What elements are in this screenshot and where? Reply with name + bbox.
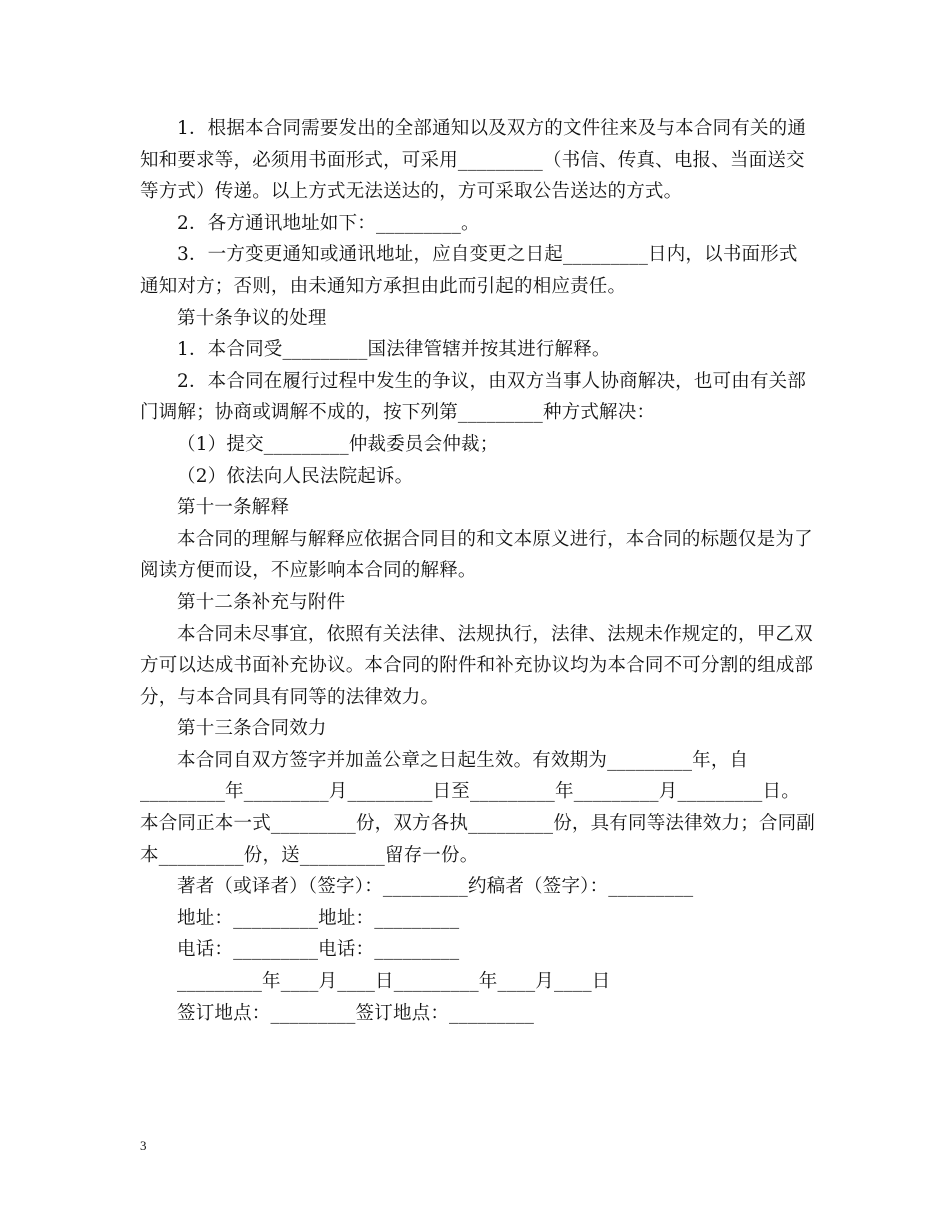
- dispute-option-2: （2）依法向人民法院起诉。: [177, 465, 414, 487]
- notice-clause-3: 3．一方变更通知或通讯地址，应自变更之日起_________日内，以书面形式通知对方；否则，由未通知方承担由此而引起的相应责任。: [140, 244, 798, 297]
- validity-clause: 本合同自双方签字并加盖公章之日起生效。有效期为_________年，自_________年_________月_________日至_________年_________月_________日。本合同正本一式_________份，双方各执_________份，具有同等法律效力；合同副本_________份，送_________留存一份。: [140, 749, 816, 866]
- address-line: 地址：_________地址：_________: [177, 907, 460, 929]
- notice-clause-1: 1．根据本合同需要发出的全部通知以及双方的文件往来及与本合同有关的通知和要求等，必须用书面形式，可采用_________（书信、传真、电报、当面送交等方式）传递。以上方式无法送达的，方可采取公告送达的方式。: [140, 118, 807, 203]
- supplement-clause: 本合同未尽事宜，依照有关法律、法规执行，法律、法规未作规定的，甲乙双方可以达成书面补充协议。本合同的附件和补充协议均为本合同不可分割的组成部分，与本合同具有同等的法律效力。: [140, 623, 814, 708]
- signature-line: 著者（或译者）（签字）：_________约稿者（签字）：_________: [177, 876, 694, 898]
- dispute-clause-2: 2．本合同在履行过程中发生的争议，由双方当事人协商解决，也可由有关部门调解；协商或调解不成的，按下列第_________种方式解决：: [140, 370, 807, 424]
- interpretation-clause: 本合同的理解与解释应依据合同目的和文本原义进行，本合同的标题仅是为了阅读方便而设，不应影响本合同的解释。: [140, 528, 813, 582]
- dispute-option-1: （1）提交_________仲裁委员会仲裁；: [177, 433, 499, 455]
- notice-clause-2: 2．各方通讯地址如下：_________。: [177, 212, 480, 234]
- article-10-heading: 第十条争议的处理: [177, 307, 327, 329]
- document-body: [140, 113, 815, 1029]
- article-13-heading: 第十三条合同效力: [177, 718, 327, 740]
- page-number: 3: [140, 1138, 147, 1153]
- signing-place-line: 签订地点：_________签订地点：_________: [177, 1002, 535, 1024]
- article-12-heading: 第十二条补充与附件: [177, 591, 346, 613]
- dispute-clause-1: 1．本合同受_________国法律管辖并按其进行解释。: [177, 339, 611, 361]
- article-11-heading: 第十一条解释: [177, 497, 290, 519]
- phone-line: 电话：_________电话：_________: [177, 939, 460, 961]
- date-line: _________年____月____日_________年____月____日: [177, 971, 611, 993]
